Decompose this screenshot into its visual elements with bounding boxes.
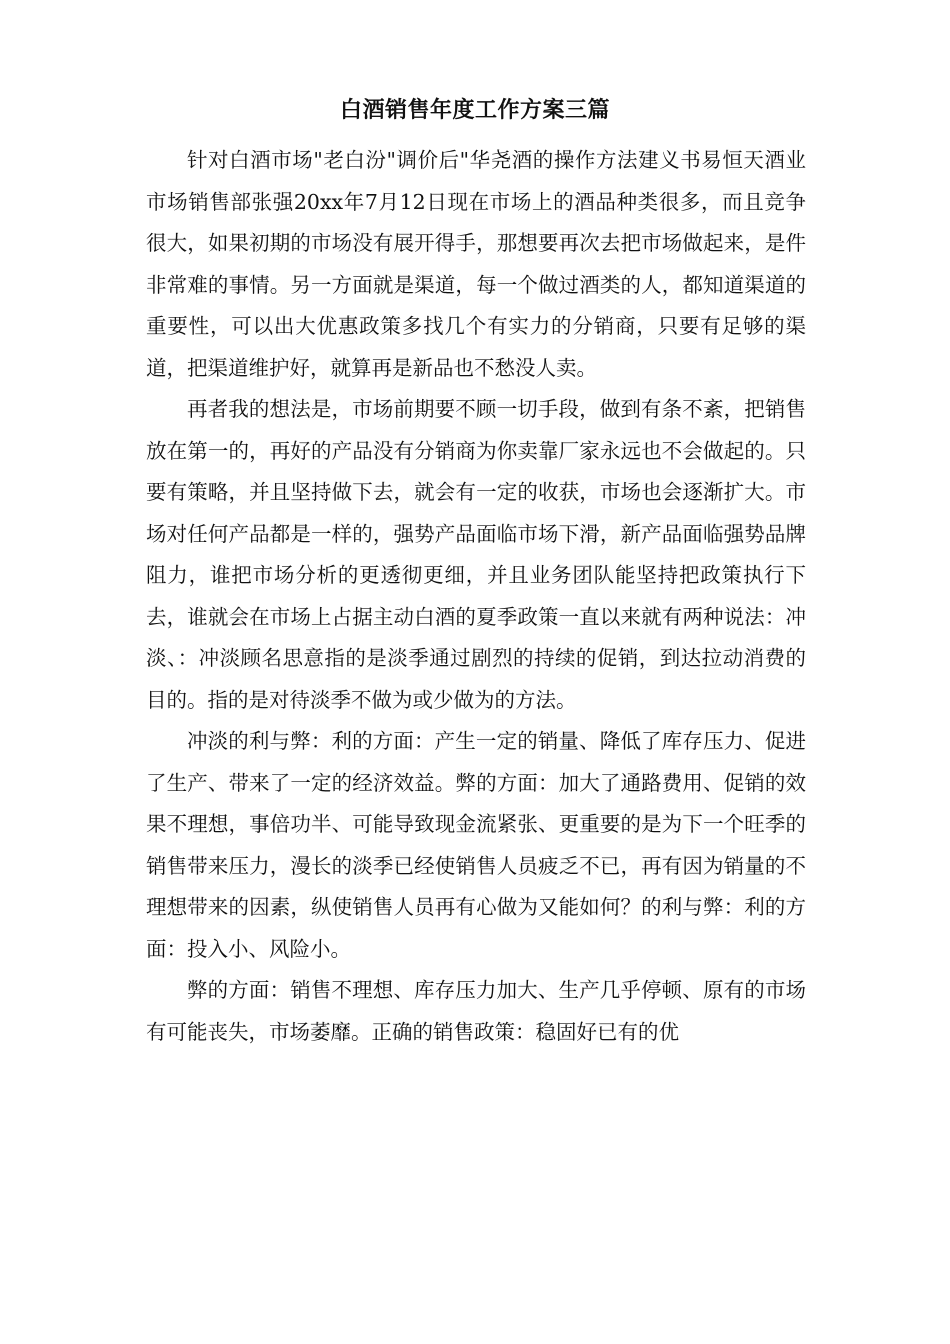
paragraph-3: 冲淡的利与弊：利的方面：产生一定的销量、降低了库存压力、促进了生产、带来了一定的经济效益。弊的方面：加大了通路费用、促销的效果不理想，事倍功半、可能导致现金流紧张、更重要的是为下一个旺季的销售带来压力，漫长的淡季已经使销售人员疲乏不已，再有因为销量的不理想带来的因素，纵使销售人员再有心做为又能如何？的利与弊：利的方面：投入小、风险小。 (146, 729, 806, 961)
paragraph-1: 针对白酒市场"老白汾"调价后"华尧酒的操作方法建义书易恒天酒业市场销售部张强20xx年7月12日现在市场上的酒品种类很多，而且竞争很大，如果初期的市场没有展开得手，那想要再次去把市场做起来，是件非常难的事情。另一方面就是渠道，每一个做过酒类的人，都知道渠道的重要性，可以出大优惠政策多找几个有实力的分销商，只要有足够的渠道，把渠道维护好，就算再是新品也不愁没人卖。 (146, 148, 806, 380)
paragraph-2: 再者我的想法是，市场前期要不顾一切手段，做到有条不紊，把销售放在第一的，再好的产品没有分销商为你卖靠厂家永远也不会做起的。只要有策略，并且坚持做下去，就会有一定的收获，市场也会逐渐扩大。市场对任何产品都是一样的，强势产品面临市场下滑，新产品面临强势品牌阻力，谁把市场分析的更透彻更细，并且业务团队能坚持把政策执行下去，谁就会在市场上占据主动白酒的夏季政策一直以来就有两种说法：冲淡、：冲淡顾名思意指的是淡季通过剧烈的持续的促销，到达拉动消费的目的。指的是对待淡季不做为或少做为的方法。 (146, 397, 806, 712)
document-title: 白酒销售年度工作方案三篇 (339, 97, 610, 123)
paragraph-4: 弊的方面：销售不理想、库存压力加大、生产几乎停顿、原有的市场有可能丧失，市场萎靡。正确的销售政策：稳固好已有的优 (146, 978, 806, 1044)
document-body (146, 140, 806, 1053)
